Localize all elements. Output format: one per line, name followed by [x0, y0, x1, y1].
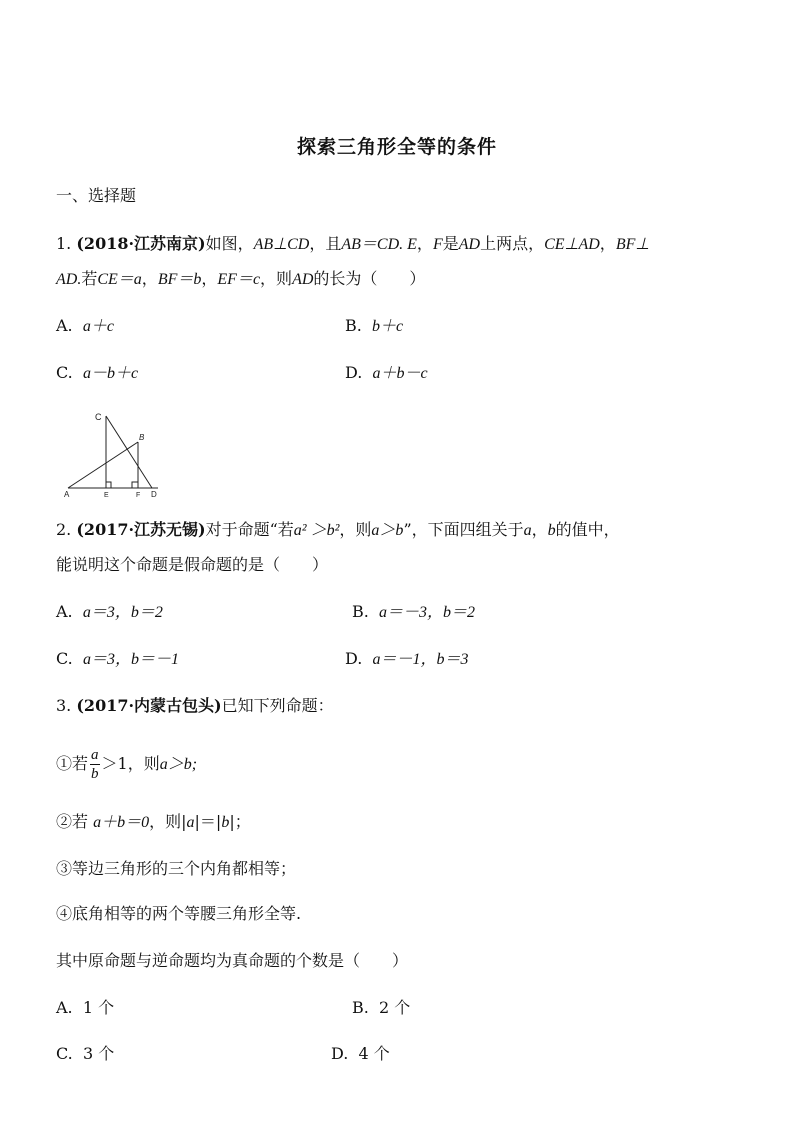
- q2-text: 的值中，: [555, 520, 620, 539]
- segment-ab: [68, 442, 138, 488]
- point-b-label: B: [139, 433, 145, 442]
- q2-math: a² ＞b²: [293, 522, 340, 539]
- point-c-label: C: [95, 412, 102, 422]
- q1-text: ，且: [309, 234, 342, 253]
- q1-option-d[interactable]: [345, 361, 428, 386]
- q3-statement-2: [56, 810, 251, 835]
- q3-text: ①若: [56, 754, 89, 773]
- option-value: a＝3，b＝2: [82, 604, 163, 621]
- question-3-line-1: [56, 694, 334, 718]
- q3-question: 其中原命题与逆命题均为真命题的个数是（ ）: [56, 951, 409, 970]
- q1-math: CE⊥AD: [544, 236, 600, 253]
- option-label: B.: [352, 602, 369, 621]
- q2-text: ，: [531, 520, 548, 539]
- right-angle-f: [132, 482, 138, 488]
- option-label: B.: [345, 316, 362, 335]
- q1-option-b[interactable]: [345, 314, 403, 339]
- question-source: (2018·江苏南京): [76, 234, 206, 253]
- q3-text: ＞1，则: [101, 754, 160, 773]
- q2-option-c[interactable]: [56, 647, 179, 672]
- q1-math: EF＝c: [217, 271, 261, 288]
- q1-text: ，则: [260, 269, 293, 288]
- q3-statement-4: ④底角相等的两个等腰三角形全等.: [56, 904, 302, 923]
- point-a-label: A: [64, 490, 70, 498]
- q1-math: BF＝b: [157, 271, 202, 288]
- point-d-label: D: [151, 490, 157, 498]
- q3-math: a: [186, 814, 195, 831]
- q3-math: a＋b＝0: [93, 814, 150, 831]
- fraction-denominator: b: [91, 766, 99, 782]
- q1-math: CE＝a: [97, 271, 142, 288]
- q1-math: BF⊥: [615, 236, 650, 253]
- q1-option-c[interactable]: [56, 361, 138, 386]
- q2-text: 对于命题“若: [205, 520, 294, 539]
- q3-text: ，则|: [149, 812, 187, 831]
- question-1-line-1: [56, 232, 649, 257]
- fraction-a-over-b: [90, 746, 100, 783]
- option-label: C.: [56, 649, 73, 668]
- q1-math: F: [432, 236, 443, 253]
- option-value: 4 个: [358, 1044, 390, 1063]
- option-label: C.: [56, 1044, 73, 1063]
- option-label: A.: [56, 316, 73, 335]
- q1-text: ，: [599, 234, 616, 253]
- q1-text: 是: [442, 234, 459, 253]
- q1-math: AD: [292, 271, 314, 288]
- question-number: 2.: [56, 520, 72, 539]
- point-f-label: F: [136, 492, 141, 498]
- q3-text: ②若: [56, 812, 89, 831]
- q2-option-a[interactable]: [56, 600, 163, 625]
- q1-text: ，: [416, 234, 433, 253]
- point-e-label: E: [104, 492, 109, 498]
- q3-option-a[interactable]: [56, 996, 114, 1020]
- option-value: 1 个: [82, 998, 115, 1017]
- option-value: a＝－1，b＝3: [372, 651, 469, 668]
- section-heading: 一、选择题: [56, 186, 137, 205]
- q1-text: ，: [141, 269, 158, 288]
- page-title: 探索三角形全等的条件: [296, 136, 497, 158]
- option-label: A.: [56, 998, 73, 1017]
- q1-text: 若: [81, 269, 98, 288]
- question-2-line-2: 能说明这个命题是假命题的是（ ）: [56, 555, 329, 574]
- q3-option-d[interactable]: [331, 1042, 390, 1066]
- q2-option-d[interactable]: [345, 647, 469, 672]
- option-value: a－b＋c: [82, 365, 139, 382]
- q1-math: AD: [458, 236, 481, 253]
- q3-option-b[interactable]: [352, 996, 410, 1020]
- question-source: (2017·内蒙古包头): [76, 696, 222, 715]
- option-value: a＋b－c: [372, 365, 428, 382]
- question-2-line-1: [56, 518, 620, 543]
- option-label: D.: [331, 1044, 349, 1063]
- option-value: a＋c: [82, 318, 114, 335]
- option-label: B.: [352, 998, 369, 1017]
- q1-geometry-figure: [60, 402, 170, 498]
- option-value: 2 个: [379, 998, 411, 1017]
- question-source: (2017·江苏无锡): [76, 520, 206, 539]
- q2-text: ，则: [339, 520, 372, 539]
- option-value: b＋c: [372, 318, 404, 335]
- segment-cd: [106, 416, 152, 488]
- right-angle-e: [106, 482, 111, 488]
- q1-math: AB＝CD. E: [341, 236, 417, 253]
- q1-option-a[interactable]: [56, 314, 114, 339]
- q3-text: |＝|: [194, 812, 222, 831]
- q2-text: ”，下面四组关于: [403, 520, 524, 539]
- fraction-numerator: a: [91, 747, 99, 763]
- q1-math: AB⊥CD: [253, 236, 310, 253]
- q1-text: ，: [201, 269, 218, 288]
- q2-option-b[interactable]: [352, 600, 475, 625]
- q1-math: AD.: [56, 271, 82, 288]
- q2-math: a: [523, 522, 532, 539]
- q3-text: |；: [229, 812, 251, 831]
- q2-math: a＞b: [371, 522, 404, 539]
- question-1-line-2: [56, 267, 425, 292]
- option-value: 3 个: [82, 1044, 115, 1063]
- option-label: C.: [56, 363, 73, 382]
- q3-option-c[interactable]: [56, 1042, 114, 1066]
- q3-math: a＞b;: [159, 756, 198, 773]
- option-value: a＝3，b＝－1: [82, 651, 179, 668]
- option-label: D.: [345, 363, 363, 382]
- q3-statement-3: ③等边三角形的三个内角都相等；: [56, 859, 297, 878]
- option-label: A.: [56, 602, 73, 621]
- q1-text: 如图，: [205, 234, 254, 253]
- q2-math: b: [547, 522, 556, 539]
- q3-math: b: [221, 814, 230, 831]
- option-value: a＝－3，b＝2: [379, 604, 476, 621]
- question-number: 3.: [56, 696, 72, 715]
- q1-text: 的长为（ ）: [313, 269, 426, 288]
- question-number: 1.: [56, 234, 72, 253]
- q1-text: 上两点，: [480, 234, 545, 253]
- option-label: D.: [345, 649, 363, 668]
- q3-statement-1: [56, 744, 197, 785]
- q3-text: 已知下列命题：: [221, 696, 334, 715]
